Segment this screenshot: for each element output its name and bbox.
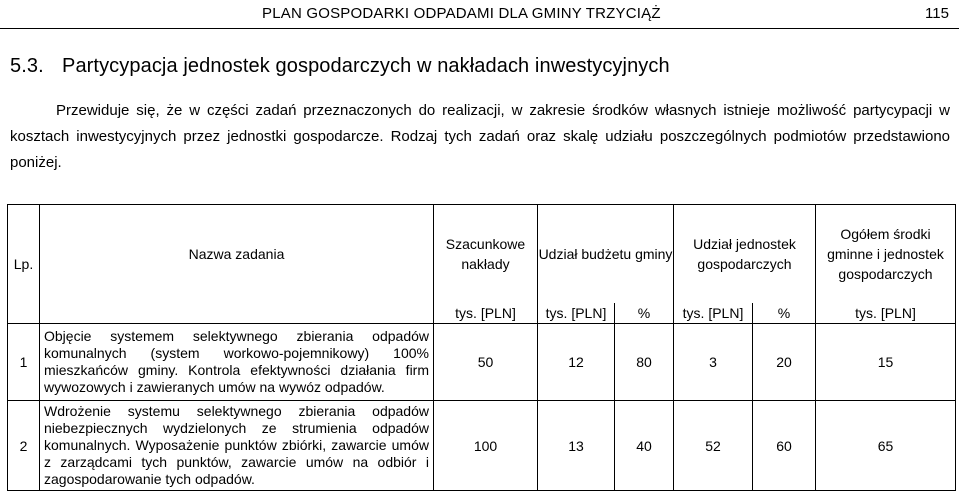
row-eu-tys: 3 — [674, 324, 753, 401]
row-lp: 1 — [8, 324, 40, 401]
row-cost: 50 — [434, 324, 538, 401]
page-number: 115 — [925, 5, 949, 22]
row-task-name: Wdrożenie systemu selektywnego zbierania odpadów niebezpiecznych wydzielonych ze strumienia odpadów komunalnych. Wyposażenie punktów zbiórki, zawarcie umów z zarządcami tych punktów, zawarcie umów na odbiór i zagospodarowanie tych odpadów. — [40, 401, 434, 491]
unit-gmina-tys: tys. [PLN] — [538, 303, 615, 324]
unit-cost: tys. [PLN] — [434, 303, 538, 324]
document-title: PLAN GOSPODARKI ODPADAMI DLA GMINY TRZYCIĄŻ — [262, 5, 661, 22]
row-other: 15 — [816, 324, 956, 401]
row-task-name: Objęcie systemem selektywnego zbierania odpadów komunalnych (system workowo-pojemnikowy) 100% mieszkańców gminy. Kontrola efektywności działania firm wywozowych i zawieranych umów na wywóz odpadów. — [40, 324, 434, 401]
row-eu-pct: 20 — [753, 324, 816, 401]
header-gmina-share: Udział budżetu gminy — [538, 205, 674, 304]
row-cost: 100 — [434, 401, 538, 491]
header-name: Nazwa zadania — [40, 205, 434, 304]
body-paragraph — [10, 98, 950, 176]
section-heading — [10, 55, 670, 78]
unit-gmina-pct: % — [615, 303, 674, 324]
running-header — [0, 0, 959, 29]
header-other: Ogółem środki gminne i jednostek gospodarczych — [816, 205, 956, 304]
table-row — [8, 324, 956, 401]
row-gmina-tys: 13 — [538, 401, 615, 491]
unit-eu-pct: % — [753, 303, 816, 324]
table-header-row — [8, 205, 956, 304]
header-cost: Szacunkowe nakłady — [434, 205, 538, 304]
table-row — [8, 401, 956, 491]
unit-other: tys. [PLN] — [816, 303, 956, 324]
section-number: 5.3. — [10, 55, 44, 77]
paragraph-text: Przewiduje się, że w części zadań przeznaczonych do realizacji, w zakresie środków własnych istnieje możliwość partycypacji w kosztach inwestycyjnych przez jednostki gospodarcze. Rodzaj tych zadań oraz skalę udziału poszczególnych podmiotów przedstawiono poniżej. — [10, 102, 950, 171]
row-gmina-pct: 40 — [615, 401, 674, 491]
table-units-row — [8, 303, 956, 324]
row-lp: 2 — [8, 401, 40, 491]
section-title: Partycypacja jednostek gospodarczych w nakładach inwestycyjnych — [62, 55, 670, 77]
row-gmina-tys: 12 — [538, 324, 615, 401]
header-lp: Lp. — [8, 205, 40, 324]
header-name-spacer — [40, 303, 434, 324]
header-eu-share: Udział jednostek gospodarczych — [674, 205, 816, 304]
row-other: 65 — [816, 401, 956, 491]
row-eu-pct: 60 — [753, 401, 816, 491]
row-gmina-pct: 80 — [615, 324, 674, 401]
unit-eu-tys: tys. [PLN] — [674, 303, 753, 324]
row-eu-tys: 52 — [674, 401, 753, 491]
tasks-table — [7, 204, 956, 491]
